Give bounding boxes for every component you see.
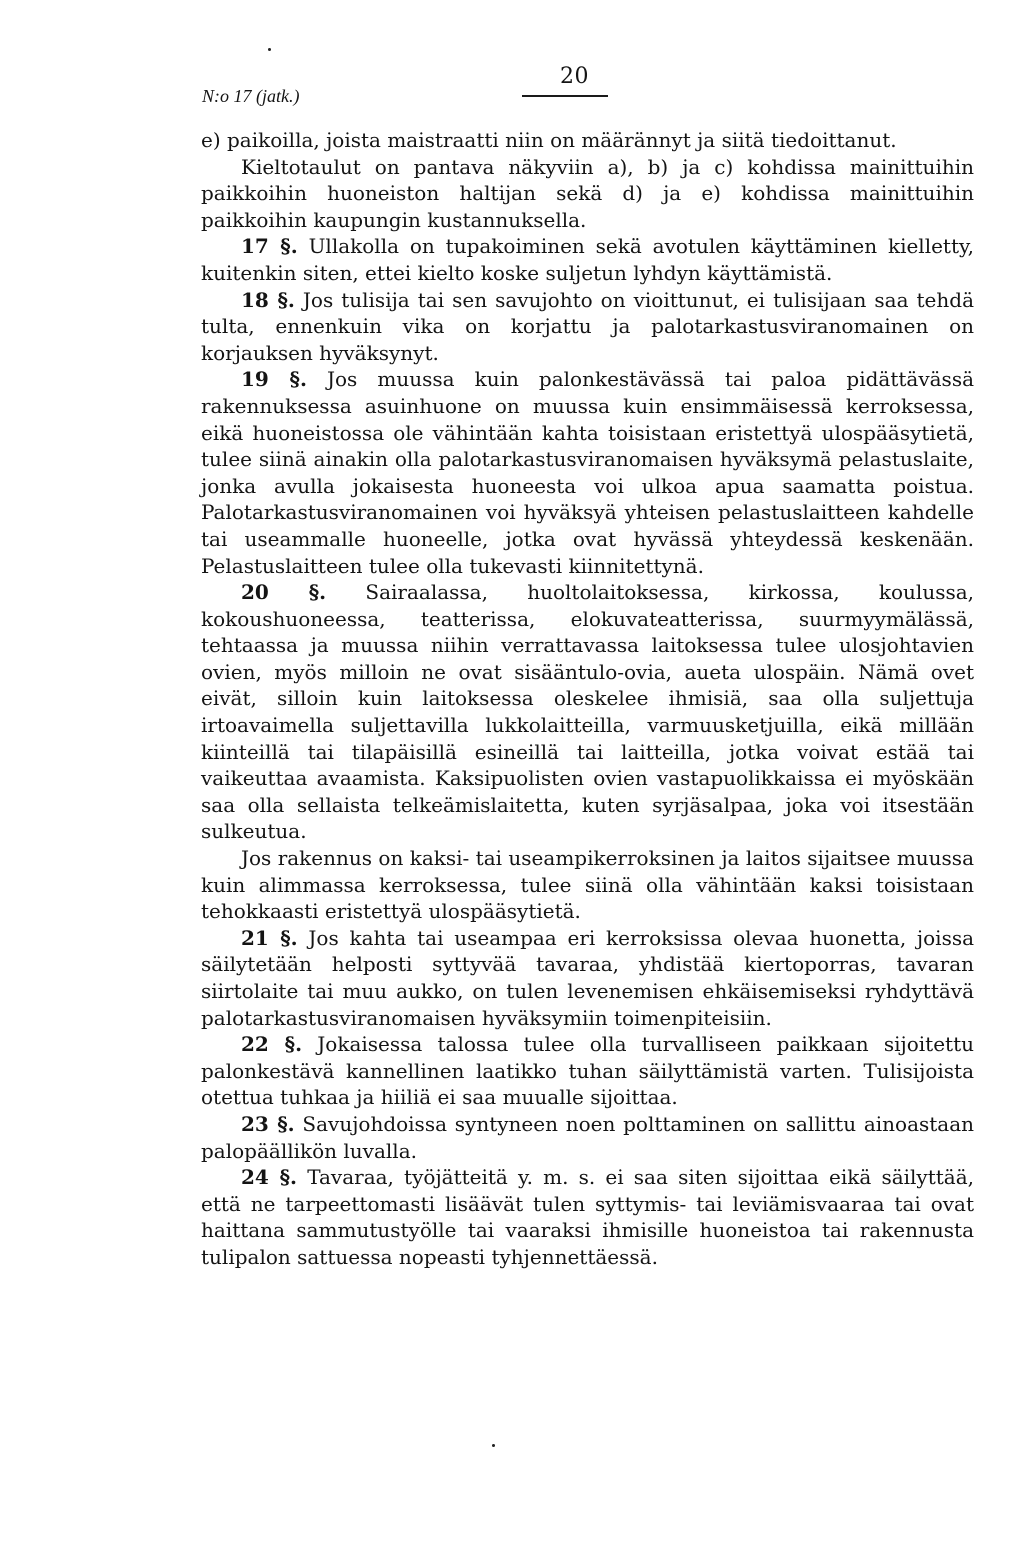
paragraph-text: Jokaisessa talossa tulee olla turvalliseen paikkaan sijoitettu palonkestävä kannellinen laatikko tuhan säilyttämistä varten. Tulisijoista otettua tuhkaa ja hiiliä ei saa muualle sijoittaa. (201, 1032, 975, 1110)
document-body (201, 127, 974, 1271)
section-number: 20 §. (241, 580, 327, 605)
section-19 (201, 366, 974, 579)
page-number: 20 (560, 64, 589, 89)
section-number: 17 §. (241, 234, 298, 259)
section-18 (201, 287, 974, 367)
section-22 (201, 1031, 974, 1111)
section-number: 23 §. (241, 1111, 295, 1136)
section-number: 22 §. (241, 1032, 303, 1057)
paragraph-text: Jos kahta tai useampaa eri kerroksissa olevaa huonetta, joissa säilytetään helposti syttyvää tavaraa, yhdistää kiertoporras, tavaran siirtolaite tai muu aukko, on tulen levenemisen ehkäisemiseksi ryhdyttävä palotarkastusviranomaisen hyväksymiin toimenpiteisiin. (201, 925, 975, 1030)
section-number: 18 §. (241, 287, 295, 312)
paragraph-text: Kieltotaulut on pantava näkyviin a), b) ja c) kohdissa mainittuihin paikkoihin huoneiston haltijan sekä d) ja e) kohdissa mainittuihin paikkoihin kaupungin kustannuksella. (201, 154, 974, 232)
paragraph-text: Sairaalassa, huoltolaitoksessa, kirkossa, koulussa, kokoushuoneessa, teatterissa, elokuvateatterissa, suurmyymälässä, tehtaassa ja muussa niihin verrattavassa laitoksessa tulee ulosjohtavien ovien, myös milloin ne ovat sisääntulo-ovia, aueta ulospäin. Nämä ovet eivät, silloin kuin laitoksessa oleskelee ihmisiä, saa olla suljettuja irtoavaimella suljettavilla lukkolaitteilla, varmuusketjuilla, eikä millään kiinteillä tai tilapäisillä esineillä tai laitteilla, jotka voivat estää tai vaikeuttaa avaamista. Kaksipuolisten ovien vastapuolikkaissa ei myöskään saa olla sellaista telkeämislaitetta, kuten syrjäsalpaa, joka voi itsestään sulkeutua. (201, 580, 975, 844)
print-speck (492, 1444, 495, 1447)
paragraph-text: Ullakolla on tupakoiminen sekä avotulen käyttäminen kielletty, kuitenkin siten, ettei kielto koske suljetun lyhdyn käyttämistä. (201, 234, 975, 285)
paragraph-text: Savujohdoissa syntyneen noen polttaminen on sallittu ainoastaan palopäällikön luvalla. (201, 1111, 975, 1163)
paragraph-text: Tavaraa, työjätteitä y. m. s. ei saa siten sijoittaa eikä säilyttää, että ne tarpeettomasti lisäävät tulen syttymis- tai leviämisvaaraa tai ovat haittana sammutustyölle tai vaaraksi ihmisille huoneistoa tai rakennusta tulipalon sattuessa nopeasti tyhjennettäessä. (201, 1165, 975, 1269)
section-17 (201, 233, 974, 286)
page-number-rule (522, 95, 608, 97)
section-number: 19 §. (241, 367, 307, 392)
section-number: 24 §. (241, 1165, 298, 1190)
section-21 (201, 925, 974, 1031)
paragraph (201, 127, 974, 154)
section-20 (201, 579, 974, 845)
paragraph-text: Jos muussa kuin palonkestävässä tai paloa pidättävässä rakennuksessa asuinhuone on muussa kuin ensimmäisessä kerroksessa, eikä huoneistossa ole vähintään kahta toisistaan eristettyä ulospääsytietä, tulee siinä ainakin olla palotarkastusviranomaisen hyväksymä pelastuslaite, jonka avulla jokaisesta huoneesta voi ulkoa apua saamatta poistua. Palotarkastusviranomainen voi hyväksyä yhteisen pelastuslaitteen kahdelle tai useammalle huoneelle, jotka ovat hyvässä yhteydessä keskenään. Pelastuslaitteen tulee olla tukevasti kiinnitettynä. (201, 367, 975, 578)
section-24 (201, 1164, 974, 1270)
running-head: N:o 17 (jatk.) (202, 86, 300, 106)
print-speck (268, 48, 271, 51)
paragraph (201, 845, 974, 925)
section-23 (201, 1111, 974, 1164)
paragraph (201, 154, 974, 234)
paragraph-text: Jos rakennus on kaksi- tai useampikerroksinen ja laitos sijaitsee muussa kuin alimmassa kerroksessa, tulee siinä olla vähintään kaksi toisistaan tehokkaasti eristettyä ulospääsytietä. (201, 846, 974, 924)
paragraph-text: Jos tulisija tai sen savujohto on vioittunut, ei tulisijaan saa tehdä tulta, ennenkuin vika on korjattu ja palotarkastusviranomainen on korjauksen hyväksynyt. (201, 287, 975, 365)
paragraph-text: e) paikoilla, joista maistraatti niin on määrännyt ja siitä tiedoittanut. (201, 128, 897, 152)
section-number: 21 §. (241, 925, 298, 950)
